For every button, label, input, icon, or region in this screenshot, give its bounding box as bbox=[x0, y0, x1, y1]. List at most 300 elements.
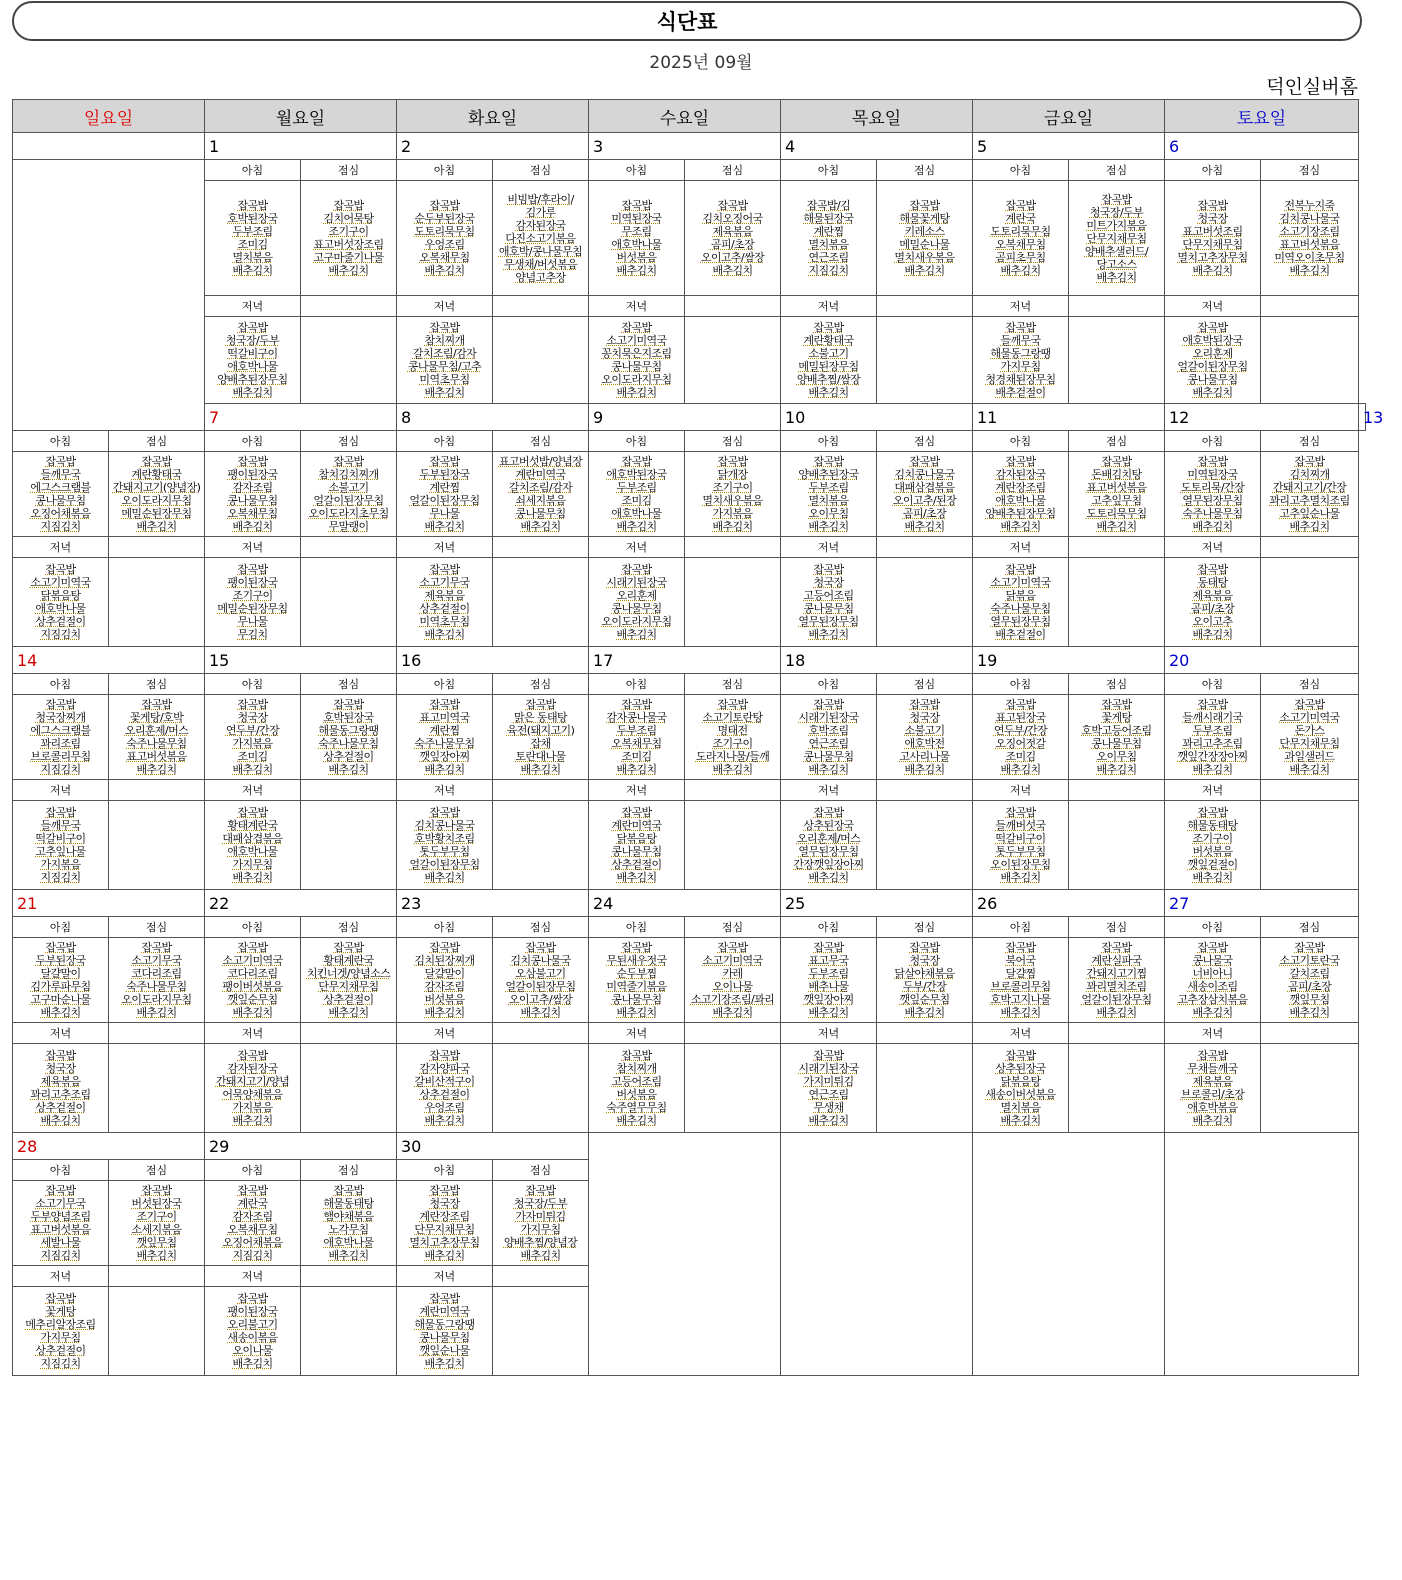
lunch-menu bbox=[685, 695, 781, 780]
menu-item: 콩나물무침/고추 bbox=[407, 360, 482, 373]
day-number: 10 bbox=[781, 404, 973, 431]
menu-item: 배추김치 bbox=[616, 386, 657, 399]
menu-item: 지짐김치 bbox=[40, 871, 81, 884]
menu-item: 우엉조림 bbox=[424, 1101, 465, 1114]
menu-item: 계란황태국 bbox=[131, 468, 182, 481]
menu-item: 얼갈이된장무침 bbox=[409, 494, 480, 507]
lunch-label: 점심 bbox=[301, 160, 397, 181]
lunch-label: 점심 bbox=[301, 1160, 397, 1181]
lunch-menu bbox=[685, 452, 781, 537]
menu-item: 가지볶음 bbox=[40, 858, 81, 871]
menu-item: 곰피/초장 bbox=[1190, 602, 1235, 615]
menu-item: 잡곡밥 bbox=[141, 455, 172, 468]
dinner-menu bbox=[13, 1044, 109, 1133]
menu-item: 배추김치 bbox=[1000, 520, 1041, 533]
menu-item: 우엉조림 bbox=[424, 238, 465, 251]
menu-item: 얼갈이된장무침 bbox=[505, 980, 576, 993]
menu-item: 김치콩나물국 bbox=[1279, 212, 1340, 225]
menu-item: 김치콩나물국 bbox=[414, 819, 475, 832]
menu-item: 오이된장무침 bbox=[990, 858, 1051, 871]
menu-item: 무나물 bbox=[237, 615, 268, 628]
menu-item: 소고기토란탕 bbox=[702, 711, 763, 724]
menu-item: 오이무침 bbox=[1096, 750, 1137, 763]
blank-menu-cell bbox=[1069, 317, 1165, 404]
menu-item: 소고기무국 bbox=[35, 1197, 86, 1210]
menu-item: 잡곡밥 bbox=[1294, 698, 1325, 711]
menu-item: 제육볶음 bbox=[424, 589, 465, 602]
menu-item: 깻잎겉절이 bbox=[1187, 858, 1238, 871]
month-subtitle: 2025년 09월 bbox=[649, 53, 753, 73]
menu-item: 가자미튀김 bbox=[515, 1210, 566, 1223]
lunch-menu bbox=[301, 181, 397, 296]
breakfast-menu bbox=[1165, 181, 1261, 296]
dinner-menu bbox=[13, 558, 109, 647]
menu-item: 숙주나물무침 bbox=[990, 602, 1051, 615]
blank-label-cell bbox=[1069, 537, 1165, 558]
day-number: 23 bbox=[397, 890, 589, 917]
blank-menu-cell bbox=[301, 801, 397, 890]
calendar-row bbox=[13, 1023, 1366, 1044]
lunch-label: 점심 bbox=[1069, 431, 1165, 452]
blank-menu-cell bbox=[301, 317, 397, 404]
breakfast-label: 아침 bbox=[13, 1160, 109, 1181]
empty-day-cell bbox=[973, 1133, 1165, 1376]
menu-item: 표고버섯밥/양념장 bbox=[498, 455, 583, 468]
menu-item: 배추김치 bbox=[1192, 264, 1233, 277]
menu-item: 배추김치 bbox=[520, 1249, 561, 1262]
dinner-menu bbox=[397, 558, 493, 647]
menu-item: 배추김치 bbox=[136, 1249, 177, 1262]
blank-label-cell bbox=[493, 537, 589, 558]
menu-item: 연두부/간장 bbox=[225, 724, 280, 737]
menu-item: 오복채무침 bbox=[995, 238, 1046, 251]
menu-item: 소세지볶음 bbox=[131, 1223, 182, 1236]
breakfast-menu bbox=[781, 938, 877, 1023]
menu-item: 무말랭이 bbox=[328, 520, 369, 533]
menu-item: 애호박나물 bbox=[35, 602, 86, 615]
menu-item: 단무지채무침 bbox=[1279, 737, 1340, 750]
dinner-menu bbox=[1165, 1044, 1261, 1133]
dinner-menu bbox=[205, 1287, 301, 1376]
breakfast-menu bbox=[13, 695, 109, 780]
menu-item: 배추김치 bbox=[1192, 520, 1233, 533]
menu-item: 배추김치 bbox=[136, 1006, 177, 1019]
menu-item: 브로콜리무침 bbox=[990, 980, 1051, 993]
menu-item: 잡곡밥 bbox=[621, 199, 652, 212]
breakfast-menu bbox=[589, 452, 685, 537]
menu-item: 잡곡밥 bbox=[813, 941, 844, 954]
blank-label-cell bbox=[301, 780, 397, 801]
menu-item: 소고기무국 bbox=[419, 576, 470, 589]
menu-item: 잡곡밥 bbox=[333, 941, 364, 954]
menu-item: 깻잎순무침 bbox=[227, 993, 278, 1006]
menu-item: 닭볶음탕 bbox=[1000, 1075, 1041, 1088]
menu-item: 팽이된장국 bbox=[227, 468, 278, 481]
menu-item: 배추김치 bbox=[424, 264, 465, 277]
lunch-label: 점심 bbox=[1261, 917, 1359, 938]
menu-item: 오삼불고기 bbox=[515, 967, 566, 980]
menu-item: 오복채무침 bbox=[419, 251, 470, 264]
dinner-menu bbox=[13, 1287, 109, 1376]
menu-item: 고구마줄기나물 bbox=[313, 251, 384, 264]
dinner-label: 저녁 bbox=[205, 537, 301, 558]
menu-item: 오이고추/쌈장 bbox=[700, 251, 765, 264]
dinner-menu bbox=[781, 801, 877, 890]
weekday-header-row bbox=[13, 100, 1366, 133]
menu-item: 배추김치 bbox=[904, 264, 945, 277]
lunch-label: 점심 bbox=[493, 674, 589, 695]
menu-item: 미역된장국 bbox=[1187, 468, 1238, 481]
breakfast-menu bbox=[205, 1181, 301, 1266]
blank-label-cell bbox=[493, 296, 589, 317]
menu-item: 배추김치 bbox=[1289, 1006, 1330, 1019]
menu-item: 잡곡밥 bbox=[1101, 455, 1132, 468]
blank-label-cell bbox=[685, 780, 781, 801]
blank-menu-cell bbox=[685, 801, 781, 890]
calendar-row bbox=[13, 1133, 1366, 1160]
calendar-row bbox=[13, 558, 1366, 647]
menu-item: 잡곡밥 bbox=[237, 941, 268, 954]
menu-item: 지짐김치 bbox=[40, 520, 81, 533]
menu-item: 콩나물무침 bbox=[803, 750, 854, 763]
menu-item: 계란찜 bbox=[429, 724, 460, 737]
menu-item: 배추김치 bbox=[712, 1006, 753, 1019]
lunch-menu bbox=[109, 452, 205, 537]
menu-item: 상추겉절이 bbox=[419, 1088, 470, 1101]
menu-item: 오이나물 bbox=[232, 1344, 273, 1357]
menu-item: 깻잎무침 bbox=[136, 1236, 177, 1249]
menu-item: 배추김치 bbox=[328, 763, 369, 776]
menu-item: 김치어묵탕 bbox=[323, 212, 374, 225]
lunch-label: 점심 bbox=[1261, 431, 1359, 452]
day-number: 29 bbox=[205, 1133, 397, 1160]
blank-menu-cell bbox=[109, 801, 205, 890]
day-number-empty bbox=[13, 133, 205, 160]
menu-item: 계란황태국 bbox=[803, 334, 854, 347]
menu-item: 얼갈이된장무침 bbox=[409, 858, 480, 871]
menu-item: 호박고지나물 bbox=[990, 993, 1051, 1006]
menu-item: 배추김치 bbox=[328, 1006, 369, 1019]
menu-item: 오리불고기 bbox=[227, 1318, 278, 1331]
dinner-label: 저녁 bbox=[589, 537, 685, 558]
menu-item: 닭볶음탕 bbox=[616, 832, 657, 845]
breakfast-label: 아침 bbox=[1165, 917, 1261, 938]
dinner-label: 저녁 bbox=[205, 1023, 301, 1044]
menu-item: 돈가스 bbox=[1294, 724, 1325, 737]
breakfast-label: 아침 bbox=[973, 917, 1069, 938]
blank-menu-cell bbox=[1261, 801, 1359, 890]
menu-item: 들깨무국 bbox=[1000, 334, 1041, 347]
menu-item: 배추김치 bbox=[1192, 1006, 1233, 1019]
menu-item: 잡곡밥 bbox=[45, 941, 76, 954]
menu-item: 배추김치 bbox=[232, 1357, 273, 1370]
menu-item: 지짐김치 bbox=[808, 264, 849, 277]
menu-item: 메밀순나물 bbox=[899, 238, 950, 251]
dinner-menu bbox=[973, 1044, 1069, 1133]
menu-item: 코다리조림 bbox=[131, 967, 182, 980]
menu-item: 달걀말이 bbox=[40, 967, 81, 980]
menu-item: 동태탕 bbox=[1197, 576, 1228, 589]
dinner-label: 저녁 bbox=[781, 780, 877, 801]
breakfast-label: 아침 bbox=[589, 917, 685, 938]
menu-item: 김치오징어국 bbox=[702, 212, 763, 225]
empty-day-cell bbox=[589, 1133, 781, 1376]
menu-item: 고추장삼치볶음 bbox=[1177, 993, 1248, 1006]
menu-item: 잡곡밥 bbox=[45, 1049, 76, 1062]
menu-item: 배추김치 bbox=[616, 763, 657, 776]
day-number: 30 bbox=[397, 1133, 589, 1160]
dinner-label: 저녁 bbox=[13, 1023, 109, 1044]
menu-item: 얼갈이된장무침 bbox=[313, 494, 384, 507]
lunch-menu bbox=[301, 695, 397, 780]
blank-menu-cell bbox=[493, 801, 589, 890]
menu-item: 지짐김치 bbox=[40, 628, 81, 641]
menu-item: 오이도라지무침 bbox=[121, 993, 192, 1006]
lunch-menu bbox=[301, 938, 397, 1023]
menu-item: 조미김 bbox=[621, 750, 652, 763]
menu-item: 배추김치 bbox=[1096, 520, 1137, 533]
menu-item: 깻잎무침 bbox=[1289, 993, 1330, 1006]
menu-item: 배추김치 bbox=[904, 520, 945, 533]
menu-item: 곰피/초장 bbox=[902, 507, 947, 520]
empty-day-cell bbox=[1165, 1133, 1359, 1376]
dinner-label: 저녁 bbox=[1165, 296, 1261, 317]
menu-item: 지짐김치 bbox=[40, 763, 81, 776]
menu-item: 가지볶음 bbox=[232, 737, 273, 750]
breakfast-menu bbox=[205, 938, 301, 1023]
menu-item: 곰피/초장 bbox=[1287, 980, 1332, 993]
menu-item: 애호박/콩나물무침 bbox=[498, 244, 583, 258]
menu-item: 단무지채무침 bbox=[414, 1223, 475, 1236]
breakfast-label: 아침 bbox=[397, 431, 493, 452]
menu-item: 멸치고추장무침 bbox=[1177, 251, 1248, 264]
page-title bbox=[12, 1, 1362, 41]
menu-item: 해물동그랑땡 bbox=[414, 1318, 475, 1331]
blank-label-cell bbox=[685, 1023, 781, 1044]
menu-item: 상추겉절이 bbox=[35, 1344, 86, 1357]
menu-item: 연두부/간장 bbox=[993, 724, 1048, 737]
menu-item: 멸치볶음 bbox=[808, 238, 849, 251]
lunch-menu bbox=[493, 938, 589, 1023]
menu-item: 오이도라지초무침 bbox=[308, 507, 389, 520]
menu-item: 배추김치 bbox=[712, 763, 753, 776]
lunch-menu bbox=[301, 1181, 397, 1266]
menu-item: 조기구이 bbox=[136, 1210, 177, 1223]
menu-item: 오리훈제 bbox=[616, 589, 657, 602]
menu-item: 참치찌개 bbox=[616, 1062, 657, 1075]
blank-menu-cell bbox=[1261, 317, 1359, 404]
menu-item: 세발나물 bbox=[40, 1236, 81, 1249]
dinner-label: 저녁 bbox=[1165, 537, 1261, 558]
menu-item: 꽈리고추멸치조림 bbox=[1269, 494, 1350, 507]
menu-item: 버섯볶음 bbox=[616, 251, 657, 264]
lunch-menu bbox=[1261, 938, 1359, 1023]
blank-menu-cell bbox=[493, 1044, 589, 1133]
menu-item: 잡곡밥 bbox=[717, 455, 748, 468]
menu-item: 잡곡밥 bbox=[141, 941, 172, 954]
menu-item: 배추김치 bbox=[808, 763, 849, 776]
breakfast-label: 아침 bbox=[589, 160, 685, 181]
menu-item: 두부된장국 bbox=[35, 954, 86, 967]
day-number: 16 bbox=[397, 647, 589, 674]
menu-item: 곰피초무침 bbox=[995, 251, 1046, 264]
menu-item: 소불고기 bbox=[904, 724, 945, 737]
dinner-menu bbox=[397, 1044, 493, 1133]
calendar-row bbox=[13, 404, 1366, 431]
menu-item: 김치콩나물국 bbox=[894, 468, 955, 481]
dinner-label: 저녁 bbox=[781, 1023, 877, 1044]
dinner-label: 저녁 bbox=[973, 780, 1069, 801]
breakfast-label: 아침 bbox=[781, 431, 877, 452]
breakfast-label: 아침 bbox=[205, 160, 301, 181]
menu-item: 팽이된장국 bbox=[227, 1305, 278, 1318]
menu-item: 팽이버섯볶음 bbox=[222, 980, 283, 993]
dinner-label: 저녁 bbox=[397, 1266, 493, 1287]
menu-item: 김치된장찌개 bbox=[414, 954, 475, 967]
menu-item: 에그스크램블 bbox=[30, 481, 91, 494]
menu-item: 오리훈제/머스 bbox=[124, 724, 189, 737]
menu-item: 달걀찜 bbox=[1005, 967, 1036, 980]
menu-item: 양배추찜/양념장 bbox=[503, 1236, 578, 1249]
menu-item: 잡곡밥 bbox=[429, 199, 460, 212]
menu-item: 청국장 bbox=[813, 576, 844, 589]
menu-item: 표고버섯볶음 bbox=[30, 1223, 91, 1236]
breakfast-label: 아침 bbox=[13, 917, 109, 938]
menu-item: 잡곡밥 bbox=[1294, 941, 1325, 954]
breakfast-label: 아침 bbox=[397, 917, 493, 938]
menu-item: 청국장/두부 bbox=[1089, 205, 1144, 219]
blank-label-cell bbox=[493, 1023, 589, 1044]
blank-menu-cell bbox=[301, 1044, 397, 1133]
menu-item: 꽈리멸치조림 bbox=[1086, 980, 1147, 993]
lunch-label: 점심 bbox=[685, 674, 781, 695]
menu-item: 배추김치 bbox=[1192, 1114, 1233, 1127]
menu-item: 잡곡밥 bbox=[237, 455, 268, 468]
dinner-menu bbox=[1165, 317, 1261, 404]
menu-item: 간돼지고기찜 bbox=[1086, 967, 1147, 980]
day-number: 15 bbox=[205, 647, 397, 674]
menu-item: 잡곡밥 bbox=[1101, 698, 1132, 711]
menu-item: 미역된장국 bbox=[611, 212, 662, 225]
menu-item: 잡곡밥 bbox=[813, 806, 844, 819]
menu-item: 오징어젓갈 bbox=[995, 737, 1046, 750]
menu-item: 배추김치 bbox=[1289, 264, 1330, 277]
calendar-body bbox=[13, 133, 1384, 1376]
menu-item: 상추겉절이 bbox=[35, 1101, 86, 1114]
menu-item: 청국장 bbox=[429, 1197, 460, 1210]
menu-item: 배추김치 bbox=[520, 763, 561, 776]
menu-item: 치킨너겟/양념소스 bbox=[306, 967, 391, 980]
menu-item: 김치찌개 bbox=[1289, 468, 1330, 481]
weekday-header-friday: 금요일 bbox=[973, 100, 1165, 133]
lunch-label: 점심 bbox=[493, 160, 589, 181]
lunch-label: 점심 bbox=[877, 674, 973, 695]
blank-menu-cell bbox=[109, 1287, 205, 1376]
menu-item: 콩나물무침 bbox=[1091, 737, 1142, 750]
menu-item: 청국장찌개 bbox=[35, 711, 86, 724]
menu-item: 꽈리고추조림 bbox=[1182, 737, 1243, 750]
menu-item: 표고미역국 bbox=[419, 711, 470, 724]
dinner-menu bbox=[205, 558, 301, 647]
blank-label-cell bbox=[301, 1023, 397, 1044]
menu-item: 들깨시래기국 bbox=[1182, 711, 1243, 724]
menu-item: 배추김치 bbox=[1192, 386, 1233, 399]
menu-item: 고구마순나물 bbox=[30, 993, 91, 1006]
lunch-label: 점심 bbox=[1069, 160, 1165, 181]
blank-menu-cell bbox=[301, 1287, 397, 1376]
blank-menu-cell bbox=[493, 558, 589, 647]
menu-item: 잡곡밥 bbox=[429, 941, 460, 954]
menu-item: 배추김치 bbox=[1000, 871, 1041, 884]
menu-item: 다진소고기볶음 bbox=[505, 231, 576, 245]
menu-item: 계란미역국 bbox=[611, 819, 662, 832]
menu-item: 가지무침 bbox=[40, 1331, 81, 1344]
menu-item: 호박고등어조림 bbox=[1081, 724, 1152, 737]
menu-item: 호박황치조림 bbox=[414, 832, 475, 845]
menu-item: 배추김치 bbox=[808, 1006, 849, 1019]
menu-item: 잡곡밥 bbox=[429, 455, 460, 468]
menu-item: 얼갈이된장무침 bbox=[1081, 993, 1152, 1006]
menu-item: 잡곡밥 bbox=[45, 455, 76, 468]
menu-item: 배추김치 bbox=[1096, 763, 1137, 776]
menu-item: 배추김치 bbox=[1192, 763, 1233, 776]
dinner-label: 저녁 bbox=[589, 1023, 685, 1044]
day-number: 13 bbox=[1359, 404, 1366, 431]
menu-item: 잡곡밥 bbox=[717, 941, 748, 954]
menu-item: 새송이볶음 bbox=[227, 1331, 278, 1344]
lunch-label: 점심 bbox=[877, 917, 973, 938]
menu-item: 배추김치 bbox=[328, 264, 369, 277]
breakfast-label: 아침 bbox=[781, 917, 877, 938]
menu-item: 표고버섯볶음 bbox=[1086, 481, 1147, 494]
dinner-label: 저녁 bbox=[13, 1266, 109, 1287]
menu-item: 깻잎장아찌 bbox=[803, 993, 854, 1006]
menu-item: 배추김치 bbox=[424, 1114, 465, 1127]
menu-item: 조기구이 bbox=[328, 225, 369, 238]
dinner-menu bbox=[397, 1287, 493, 1376]
menu-item: 메밀순된장무침 bbox=[217, 602, 288, 615]
menu-item: 숙주열무무침 bbox=[606, 1101, 667, 1114]
menu-item: 소고기토란국 bbox=[1279, 954, 1340, 967]
menu-item: 배추김치 bbox=[424, 1249, 465, 1262]
menu-item: 잡곡밥 bbox=[813, 1049, 844, 1062]
menu-item: 깻잎간장장아찌 bbox=[1177, 750, 1248, 763]
dinner-label: 저녁 bbox=[397, 780, 493, 801]
blank-label-cell bbox=[1069, 1023, 1165, 1044]
menu-item: 잡곡밥 bbox=[1197, 563, 1228, 576]
breakfast-menu bbox=[781, 695, 877, 780]
calendar-row bbox=[13, 317, 1366, 404]
menu-item: 도토리묵무침 bbox=[1086, 507, 1147, 520]
lunch-label: 점심 bbox=[109, 1160, 205, 1181]
menu-item: 잡곡밥 bbox=[1197, 199, 1228, 212]
empty-day-cell bbox=[13, 160, 205, 431]
menu-item: 청국장/두부 bbox=[225, 334, 280, 347]
calendar-row bbox=[13, 695, 1366, 780]
menu-item: 잡곡밥 bbox=[237, 1292, 268, 1305]
menu-item: 간돼지고기/간장 bbox=[1272, 481, 1347, 494]
breakfast-label: 아침 bbox=[397, 160, 493, 181]
day-number: 8 bbox=[397, 404, 589, 431]
menu-item: 곰피/초장 bbox=[710, 238, 755, 251]
menu-item: 연근조림 bbox=[808, 251, 849, 264]
day-number: 27 bbox=[1165, 890, 1359, 917]
blank-label-cell bbox=[301, 296, 397, 317]
menu-item: 가지볶음 bbox=[232, 1101, 273, 1114]
lunch-label: 점심 bbox=[1261, 160, 1359, 181]
menu-item: 상추된장국 bbox=[995, 1062, 1046, 1075]
menu-item: 맑은 동태탕 bbox=[513, 711, 568, 724]
